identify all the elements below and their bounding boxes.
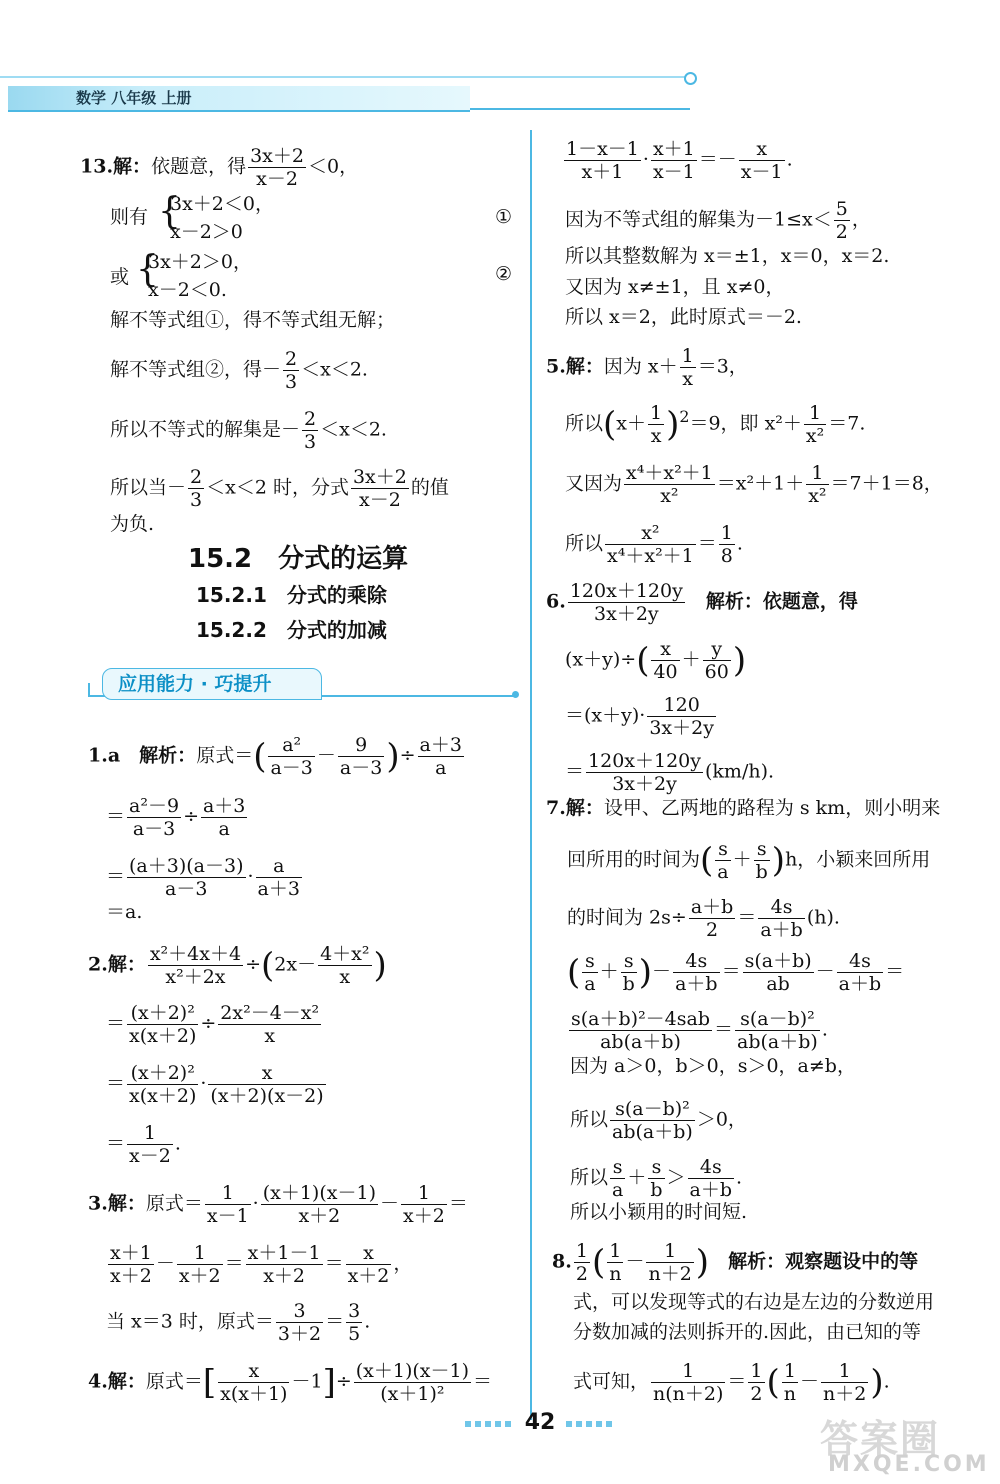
q7-line8: 所以 $\frac{s}{a}$ ＋ $\frac{s}{b}$ ＞ $\frac{4s}{a+b}$ . xyxy=(570,1156,743,1201)
banner-dot-icon xyxy=(512,691,519,698)
q5-line2: 所以(x＋ $\frac{1}{x}$ )$^2$＝9，即 x²＋ $\frac{1}{\text{x²}}$ ＝7. xyxy=(565,402,866,447)
q2-line2: ＝ $\frac{\text{(x＋2)²}}{x(x+2)}$ ÷ $\frac{\text{2x²－4－x²}}{x}$ xyxy=(106,1002,320,1047)
r-line1: $\frac{1-x-1}{x+1}$ · $\frac{x+1}{x-1}$ ＝－ $\frac{x}{x-1}$ . xyxy=(566,138,793,183)
r-line4: 又因为 x≠±1，且 x≠0， xyxy=(565,276,785,298)
q13-line6: 解不等式组②，得－ $\frac{2}{3}$ ＜x＜2. xyxy=(110,348,368,393)
q7-line2: 回所用的时间为( $\frac{s}{a}$ ＋ $\frac{s}{b}$ )h，小颖来回所用 xyxy=(567,838,931,883)
q8-line1: 8. $\frac{1}{2}$ ( $\frac{1}{n}$ － $\frac{1}{n+2}$ ) 解析：观察题设中的等 xyxy=(552,1240,919,1285)
q8-line2: 式，可以发现等式的右边是左边的分数逆用 xyxy=(573,1291,935,1313)
r-line3: 所以其整数解为 x＝±1，x＝0，x＝2. xyxy=(565,245,890,267)
watermark-logo: 答案圈 xyxy=(820,1417,941,1461)
r-line2: 因为不等式组的解集为－1≤x＜ $\frac{5}{2}$ ， xyxy=(565,198,871,243)
header-dot-icon xyxy=(684,72,697,85)
fraction: $\frac{2}{3}$ xyxy=(190,466,203,511)
subsection-title-1: 15.2.1 分式的乘除 xyxy=(196,583,387,607)
r-line5: 所以 x＝2，此时原式＝－2. xyxy=(565,306,802,328)
q7-line1: 7.解：设甲、乙两地的路程为 s km，则小明来 xyxy=(546,797,941,819)
q1-line2: ＝ $\frac{\text{a²－9}}{a-3}$ ÷ $\frac{a+3}{a}$ xyxy=(106,795,246,840)
q13-or: 或 xyxy=(110,266,130,288)
subsection-title-2: 15.2.2 分式的加减 xyxy=(196,618,387,642)
q13-then: 则有 xyxy=(110,206,149,228)
q13-line5: 解不等式组①，得不等式组无解； xyxy=(110,309,396,331)
q7-line4: ( $\frac{s}{a}$ ＋ $\frac{s}{b}$ )－ $\frac{4s}{a+b}$ ＝ $\frac{s(a+b)}{ab}$ － $\frac{4s}{a+b}$ ＝ xyxy=(567,950,905,995)
q5-line1: 5.解：因为 x＋ $\frac{1}{x}$ ＝3， xyxy=(546,345,748,390)
q7-line9: 所以小颖用的时间短. xyxy=(570,1201,748,1223)
banner-label: 应用能力 · 巧提升 xyxy=(118,673,272,695)
q3-line3: 当 x＝3 时，原式＝ $\frac{3}{3+2}$ ＝ $\frac{3}{5}$ . xyxy=(106,1300,371,1345)
q7-line7: 所以 $\frac{\text{s(a－b)²}}{ab(a+b)}$ ＞0， xyxy=(570,1098,747,1143)
brace-icon: { xyxy=(158,191,181,232)
q13-sys2a: 3x＋2＞0， xyxy=(148,251,252,273)
brace-icon: { xyxy=(136,249,159,290)
q2-line4: ＝ $\frac{1}{x-2}$ . xyxy=(106,1122,181,1167)
q7-line6: 因为 a＞0，b＞0，s＞0，a≠b， xyxy=(570,1055,856,1077)
q6-line4: ＝ $\frac{120x+120y}{3x+2y}$ (km/h). xyxy=(565,750,775,795)
q3-line1: 3.解：原式＝ $\frac{1}{x-1}$ · $\frac{(x+1)(x-1)}{x+2}$ － $\frac{1}{x+2}$ ＝ xyxy=(88,1182,468,1227)
q13-line9: 为负. xyxy=(110,513,155,535)
q7-line5: $\frac{\text{s(a＋b)²－4sab}}{ab(a+b)}$ ＝ $\frac{\text{s(a－b)²}}{ab(a+b)}$ . xyxy=(571,1008,828,1053)
header-rule xyxy=(470,108,690,110)
q13-sys1b: x－2＞0 xyxy=(170,221,243,243)
fraction: $\frac{3x+2}{x-2}$ xyxy=(250,145,304,190)
header-top-rule xyxy=(0,76,690,78)
q13-label: 13.解： xyxy=(80,155,152,178)
q3-line2: $\frac{x+1}{x+2}$ － $\frac{1}{x+2}$ ＝ $\frac{x+1-1}{x+2}$ ＝ $\frac{x}{x+2}$ ， xyxy=(110,1242,413,1287)
q13-line1: 13.解：依题意，得 $\frac{3x+2}{x-2}$ ＜0， xyxy=(80,145,359,190)
fraction: $\frac{2}{3}$ xyxy=(285,348,298,393)
q2-line3: ＝ $\frac{\text{(x＋2)²}}{x(x+2)}$ · $\frac{x}{(x+2)(x-2)}$ xyxy=(106,1062,324,1107)
q8-line4: 式可知， $\frac{1}{n(n+2)}$ ＝ $\frac{1}{2}$ ( $\frac{1}{n}$ － $\frac{1}{n+2}$ ). xyxy=(573,1360,890,1405)
circle-1-marker: ① xyxy=(495,206,513,228)
q5-line3: 又因为 $\frac{\text{x⁴＋x²＋1}}{\text{x²}}$ ＝x²＋1＋ $\frac{1}{\text{x²}}$ ＝7＋1＝8， xyxy=(565,462,943,507)
fraction: $\frac{2}{3}$ xyxy=(304,408,317,453)
book-title: 数学 八年级 上册 xyxy=(76,89,192,107)
q6-line2: (x＋y)÷( $\frac{x}{40}$ ＋ $\frac{y}{60}$ ) xyxy=(565,638,747,683)
q13-line7: 所以不等式的解集是－ $\frac{2}{3}$ ＜x＜2. xyxy=(110,408,387,453)
q13-sys2b: x－2＜0. xyxy=(148,279,227,301)
page-number: 42 xyxy=(524,1410,556,1435)
q6-line3: ＝(x＋y)· $\frac{120}{3x+2y}$ xyxy=(565,694,714,739)
q1-line1: 1.a 解析：原式＝( $\frac{\text{a²}}{a-3}$ － $\frac{9}{a-3}$ )÷ $\frac{a+3}{a}$ xyxy=(88,734,462,779)
q6-line1: 6. $\frac{120x+120y}{3x+2y}$ 解析：依题意，得 xyxy=(546,580,858,625)
q4-line1: 4.解：原式＝[ $\frac{x}{x(x+1)}$ －1]÷ $\frac{(x+1)(x-1)}{\text{(x＋1)²}}$ ＝ xyxy=(88,1360,493,1405)
q13-sys1a: 3x＋2＜0， xyxy=(170,193,274,215)
q13-line8: 所以当－ $\frac{2}{3}$ ＜x＜2 时，分式 $\frac{3x+2}{x-2}$ 的值 xyxy=(110,466,449,511)
q1-line4: ＝a. xyxy=(106,901,143,923)
section-title: 15.2 分式的运算 xyxy=(188,544,409,574)
circle-2-marker: ② xyxy=(495,263,513,285)
q8-line3: 分数加减的法则拆开的.因此，由已知的等 xyxy=(573,1321,922,1343)
watermark-url: MXQE.COM xyxy=(828,1452,990,1477)
q7-line3: 的时间为 2s÷ $\frac{a+b}{2}$ ＝ $\frac{4s}{a+b}$ (h). xyxy=(567,896,840,941)
fraction: $\frac{3x+2}{x-2}$ xyxy=(352,466,407,511)
page-deco-left xyxy=(465,1421,513,1427)
page-deco-right xyxy=(566,1421,614,1427)
column-divider xyxy=(530,130,532,1420)
q2-line1: 2.解： $\frac{\text{x²＋4x＋4}}{\text{x²＋2x}}$ ÷(2x－ $\frac{\text{4＋x²}}{x}$ ) xyxy=(88,943,387,988)
q1-line3: ＝ $\frac{(a+3)(a-3)}{a-3}$ · $\frac{a}{a+3}$ xyxy=(106,855,300,900)
q5-line4: 所以 $\frac{\text{x²}}{\text{x⁴＋x²＋1}}$ ＝ $\frac{1}{8}$ . xyxy=(565,522,743,567)
